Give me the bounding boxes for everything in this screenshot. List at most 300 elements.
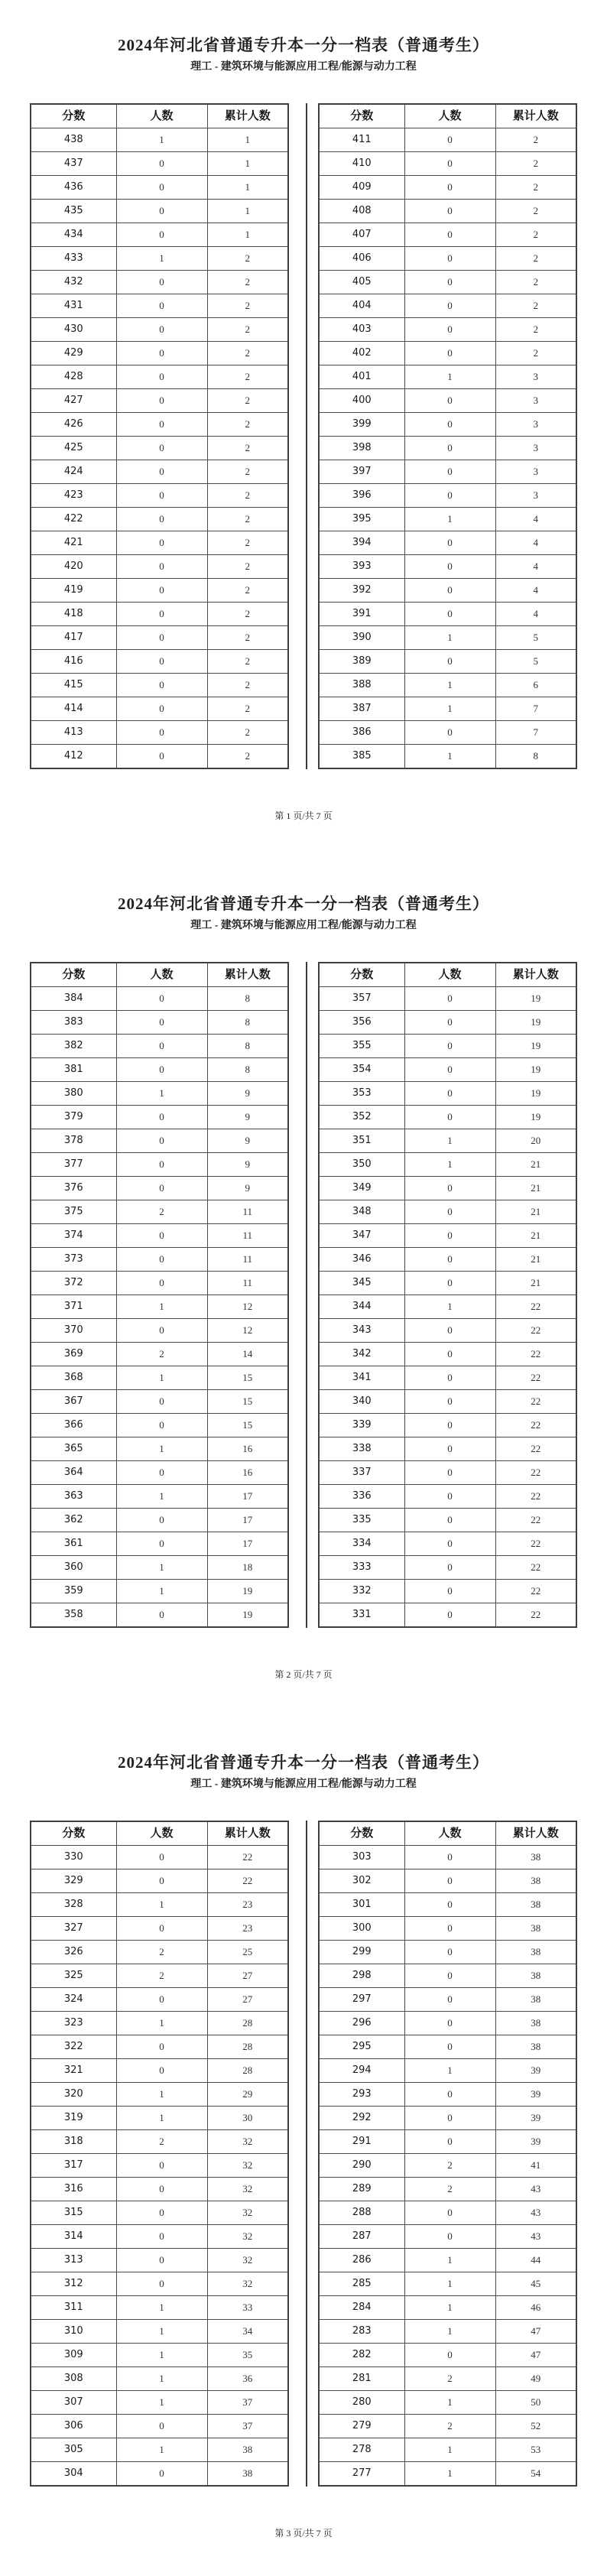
- table-row: [319, 1509, 576, 1532]
- count-cell: 0: [116, 2035, 207, 2059]
- score-cell: 426: [31, 413, 116, 437]
- cumulative-count-cell: 39: [495, 2130, 576, 2154]
- cumulative-count-cell: 2: [207, 626, 288, 650]
- cumulative-count-cell: 3: [495, 460, 576, 484]
- count-cell: 0: [116, 1917, 207, 1941]
- count-cell: 2: [116, 2130, 207, 2154]
- count-cell: 0: [116, 200, 207, 223]
- count-cell: 1: [116, 1437, 207, 1461]
- count-cell: 0: [404, 1011, 495, 1035]
- table-row: [31, 1177, 288, 1200]
- cumulative-count-cell: 19: [495, 1106, 576, 1129]
- count-cell: 0: [116, 176, 207, 200]
- cumulative-count-cell: 7: [495, 721, 576, 745]
- table-row: [31, 1869, 288, 1893]
- score-cell: 331: [319, 1603, 404, 1628]
- cumulative-count-cell: 15: [207, 1414, 288, 1437]
- cumulative-count-cell: 22: [495, 1295, 576, 1319]
- score-cell: 314: [31, 2225, 116, 2249]
- score-cell: 371: [31, 1295, 116, 1319]
- score-cell: 428: [31, 365, 116, 389]
- cumulative-count-cell: 32: [207, 2201, 288, 2225]
- count-cell: 0: [404, 318, 495, 342]
- count-cell: 0: [404, 579, 495, 603]
- score-cell: 296: [319, 2012, 404, 2035]
- table-row: [31, 1295, 288, 1319]
- table-row: [319, 389, 576, 413]
- cumulative-count-cell: 22: [495, 1603, 576, 1628]
- score-cell: 431: [31, 294, 116, 318]
- column-header: 累计人数: [495, 104, 576, 128]
- table-row: [31, 2035, 288, 2059]
- score-cell: 336: [319, 1485, 404, 1509]
- cumulative-count-cell: 8: [207, 1035, 288, 1058]
- score-cell: 294: [319, 2059, 404, 2083]
- cumulative-count-cell: 2: [207, 674, 288, 697]
- table-row: [319, 2320, 576, 2344]
- cumulative-count-cell: 3: [495, 389, 576, 413]
- table-row: [319, 2462, 576, 2487]
- table-row: [319, 2249, 576, 2272]
- score-cell: 361: [31, 1532, 116, 1556]
- table-row: [319, 460, 576, 484]
- table-row: [319, 2391, 576, 2415]
- cumulative-count-cell: 27: [207, 1988, 288, 2012]
- page-title: 2024年河北省普通专升本一分一档表（普通考生）: [118, 895, 489, 913]
- score-cell: 400: [319, 389, 404, 413]
- score-cell: 284: [319, 2296, 404, 2320]
- cumulative-count-cell: 1: [207, 152, 288, 176]
- cumulative-count-cell: 8: [495, 745, 576, 769]
- table-row: [31, 2272, 288, 2296]
- cumulative-count-cell: 7: [495, 697, 576, 721]
- table-row: [319, 1153, 576, 1177]
- count-cell: 0: [116, 1224, 207, 1248]
- count-cell: 0: [116, 626, 207, 650]
- cumulative-count-cell: 23: [207, 1893, 288, 1917]
- count-cell: 0: [116, 1390, 207, 1414]
- table-row: [31, 128, 288, 152]
- table-row: [31, 1082, 288, 1106]
- score-cell: 385: [319, 745, 404, 769]
- table-row: [31, 1580, 288, 1603]
- score-cell: 286: [319, 2249, 404, 2272]
- cumulative-count-cell: 19: [495, 1082, 576, 1106]
- count-cell: 0: [404, 1437, 495, 1461]
- count-cell: 0: [404, 531, 495, 555]
- table-row: [31, 697, 288, 721]
- cumulative-count-cell: 9: [207, 1153, 288, 1177]
- cumulative-count-cell: 2: [207, 318, 288, 342]
- table-row: [31, 200, 288, 223]
- cumulative-count-cell: 2: [207, 603, 288, 626]
- score-cell: 373: [31, 1248, 116, 1272]
- score-cell: 339: [319, 1414, 404, 1437]
- cumulative-count-cell: 9: [207, 1082, 288, 1106]
- score-cell: 295: [319, 2035, 404, 2059]
- count-cell: 0: [116, 460, 207, 484]
- table-row: [31, 2201, 288, 2225]
- score-cell: 312: [31, 2272, 116, 2296]
- count-cell: 0: [116, 650, 207, 674]
- table-row: [31, 1917, 288, 1941]
- count-cell: 0: [116, 579, 207, 603]
- score-cell: 317: [31, 2154, 116, 2178]
- count-cell: 0: [404, 650, 495, 674]
- score-cell: 438: [31, 128, 116, 152]
- score-cell: 391: [319, 603, 404, 626]
- score-cell: 291: [319, 2130, 404, 2154]
- score-cell: 298: [319, 1964, 404, 1988]
- score-cell: 434: [31, 223, 116, 247]
- column-header: 累计人数: [207, 963, 288, 987]
- score-cell: 403: [319, 318, 404, 342]
- count-cell: 0: [404, 1224, 495, 1248]
- score-cell: 310: [31, 2320, 116, 2344]
- score-cell: 376: [31, 1177, 116, 1200]
- table-row: [31, 271, 288, 294]
- count-cell: 1: [116, 128, 207, 152]
- count-cell: 0: [404, 1580, 495, 1603]
- cumulative-count-cell: 22: [495, 1556, 576, 1580]
- count-cell: 0: [116, 365, 207, 389]
- count-cell: 0: [404, 1319, 495, 1343]
- count-cell: 1: [404, 626, 495, 650]
- count-cell: 0: [404, 460, 495, 484]
- table-row: [31, 2083, 288, 2107]
- table-row: [319, 508, 576, 531]
- score-cell: 424: [31, 460, 116, 484]
- count-cell: 0: [116, 389, 207, 413]
- score-table-right: [318, 103, 577, 769]
- count-cell: 0: [116, 1248, 207, 1272]
- page-number-footer: 第 3 页/共 7 页: [274, 2528, 333, 2539]
- count-cell: 0: [404, 342, 495, 365]
- cumulative-count-cell: 21: [495, 1200, 576, 1224]
- table-row: [319, 1129, 576, 1153]
- count-cell: 0: [404, 1964, 495, 1988]
- page-2: [0, 859, 607, 1717]
- count-cell: 0: [404, 2107, 495, 2130]
- score-cell: 347: [319, 1224, 404, 1248]
- table-row: [31, 1603, 288, 1628]
- cumulative-count-cell: 15: [207, 1390, 288, 1414]
- table-row: [31, 365, 288, 389]
- cumulative-count-cell: 37: [207, 2415, 288, 2438]
- score-cell: 398: [319, 437, 404, 460]
- score-cell: 344: [319, 1295, 404, 1319]
- cumulative-count-cell: 38: [207, 2462, 288, 2487]
- score-cell: 332: [319, 1580, 404, 1603]
- cumulative-count-cell: 38: [495, 1988, 576, 2012]
- score-cell: 372: [31, 1272, 116, 1295]
- table-row: [31, 1343, 288, 1366]
- table-row: [319, 1988, 576, 2012]
- cumulative-count-cell: 11: [207, 1224, 288, 1248]
- score-cell: 370: [31, 1319, 116, 1343]
- table-row: [31, 342, 288, 365]
- score-cell: 358: [31, 1603, 116, 1628]
- cumulative-count-cell: 32: [207, 2130, 288, 2154]
- count-cell: 0: [404, 721, 495, 745]
- cumulative-count-cell: 12: [207, 1295, 288, 1319]
- cumulative-count-cell: 22: [495, 1414, 576, 1437]
- table-row: [31, 721, 288, 745]
- table-row: [31, 1129, 288, 1153]
- cumulative-count-cell: 18: [207, 1556, 288, 1580]
- score-cell: 436: [31, 176, 116, 200]
- cumulative-count-cell: 2: [207, 389, 288, 413]
- count-cell: 0: [116, 1988, 207, 2012]
- count-cell: 0: [404, 1846, 495, 1869]
- table-row: [319, 1082, 576, 1106]
- score-cell: 297: [319, 1988, 404, 2012]
- cumulative-count-cell: 22: [495, 1366, 576, 1390]
- cumulative-count-cell: 44: [495, 2249, 576, 2272]
- count-cell: 1: [404, 1295, 495, 1319]
- count-cell: 0: [116, 1035, 207, 1058]
- count-cell: 0: [404, 1869, 495, 1893]
- table-row: [31, 745, 288, 769]
- cumulative-count-cell: 2: [207, 294, 288, 318]
- count-cell: 1: [116, 247, 207, 271]
- cumulative-count-cell: 28: [207, 2012, 288, 2035]
- score-cell: 311: [31, 2296, 116, 2320]
- cumulative-count-cell: 22: [495, 1319, 576, 1343]
- count-cell: 0: [116, 152, 207, 176]
- count-cell: 2: [116, 1964, 207, 1988]
- table-row: [31, 1941, 288, 1964]
- table-row: [319, 1272, 576, 1295]
- table-row: [31, 1058, 288, 1082]
- cumulative-count-cell: 39: [495, 2059, 576, 2083]
- score-cell: 303: [319, 1846, 404, 1869]
- score-cell: 302: [319, 1869, 404, 1893]
- score-cell: 340: [319, 1390, 404, 1414]
- page-number-footer: 第 1 页/共 7 页: [274, 810, 333, 821]
- count-cell: 0: [116, 2272, 207, 2296]
- cumulative-count-cell: 6: [495, 674, 576, 697]
- table-row: [31, 2391, 288, 2415]
- table-row: [319, 1414, 576, 1437]
- cumulative-count-cell: 4: [495, 555, 576, 579]
- cumulative-count-cell: 17: [207, 1532, 288, 1556]
- column-header: 人数: [116, 104, 207, 128]
- table-row: [31, 2438, 288, 2462]
- score-cell: 418: [31, 603, 116, 626]
- score-cell: 355: [319, 1035, 404, 1058]
- cumulative-count-cell: 27: [207, 1964, 288, 1988]
- count-cell: 0: [404, 294, 495, 318]
- table-row: [319, 1603, 576, 1628]
- count-cell: 0: [404, 987, 495, 1011]
- count-cell: 0: [404, 1893, 495, 1917]
- cumulative-count-cell: 2: [207, 365, 288, 389]
- score-cell: 362: [31, 1509, 116, 1532]
- score-cell: 349: [319, 1177, 404, 1200]
- column-header: 人数: [116, 1821, 207, 1846]
- score-cell: 393: [319, 555, 404, 579]
- table-row: [319, 1224, 576, 1248]
- vertical-divider: [306, 1821, 307, 2487]
- score-cell: 304: [31, 2462, 116, 2487]
- count-cell: 0: [404, 2083, 495, 2107]
- score-cell: 285: [319, 2272, 404, 2296]
- page-subtitle: 理工 - 建筑环境与能源应用工程/能源与动力工程: [190, 920, 417, 931]
- score-cell: 415: [31, 674, 116, 697]
- cumulative-count-cell: 46: [495, 2296, 576, 2320]
- score-cell: 408: [319, 200, 404, 223]
- table-row: [31, 2462, 288, 2487]
- cumulative-count-cell: 38: [495, 1869, 576, 1893]
- score-cell: 409: [319, 176, 404, 200]
- table-row: [31, 2178, 288, 2201]
- score-cell: 402: [319, 342, 404, 365]
- table-row: [319, 1941, 576, 1964]
- table-row: [31, 1319, 288, 1343]
- header-row: [31, 1821, 288, 1846]
- table-row: [319, 1106, 576, 1129]
- count-cell: 1: [116, 2012, 207, 2035]
- table-row: [319, 128, 576, 152]
- score-cell: 414: [31, 697, 116, 721]
- table-row: [319, 223, 576, 247]
- cumulative-count-cell: 2: [495, 294, 576, 318]
- cumulative-count-cell: 11: [207, 1272, 288, 1295]
- count-cell: 0: [116, 508, 207, 531]
- score-cell: 320: [31, 2083, 116, 2107]
- cumulative-count-cell: 38: [495, 1846, 576, 1869]
- score-cell: 404: [319, 294, 404, 318]
- score-cell: 411: [319, 128, 404, 152]
- table-row: [319, 603, 576, 626]
- table-row: [319, 2438, 576, 2462]
- count-cell: 0: [404, 413, 495, 437]
- cumulative-count-cell: 34: [207, 2320, 288, 2344]
- count-cell: 0: [116, 745, 207, 769]
- count-cell: 1: [404, 674, 495, 697]
- count-cell: 0: [404, 484, 495, 508]
- score-cell: 425: [31, 437, 116, 460]
- tables-container: [0, 103, 607, 769]
- count-cell: 0: [404, 1414, 495, 1437]
- count-cell: 0: [116, 2225, 207, 2249]
- cumulative-count-cell: 4: [495, 531, 576, 555]
- count-cell: 1: [116, 1893, 207, 1917]
- score-cell: 420: [31, 555, 116, 579]
- count-cell: 1: [404, 2462, 495, 2487]
- cumulative-count-cell: 2: [207, 721, 288, 745]
- table-row: [31, 1366, 288, 1390]
- count-cell: 0: [116, 674, 207, 697]
- score-cell: 378: [31, 1129, 116, 1153]
- table-row: [319, 2296, 576, 2320]
- cumulative-count-cell: 8: [207, 1011, 288, 1035]
- page-3: [0, 1717, 607, 2576]
- count-cell: 0: [404, 1941, 495, 1964]
- cumulative-count-cell: 38: [495, 2035, 576, 2059]
- cumulative-count-cell: 32: [207, 2225, 288, 2249]
- column-header: 累计人数: [207, 104, 288, 128]
- count-cell: 0: [404, 1366, 495, 1390]
- score-cell: 392: [319, 579, 404, 603]
- cumulative-count-cell: 47: [495, 2344, 576, 2367]
- table-row: [31, 579, 288, 603]
- cumulative-count-cell: 21: [495, 1248, 576, 1272]
- header-row: [319, 963, 576, 987]
- cumulative-count-cell: 2: [207, 579, 288, 603]
- score-cell: 367: [31, 1390, 116, 1414]
- cumulative-count-cell: 4: [495, 603, 576, 626]
- cumulative-count-cell: 38: [495, 2012, 576, 2035]
- table-row: [31, 389, 288, 413]
- cumulative-count-cell: 2: [495, 271, 576, 294]
- column-header: 人数: [404, 963, 495, 987]
- page-title: 2024年河北省普通专升本一分一档表（普通考生）: [118, 36, 489, 54]
- cumulative-count-cell: 3: [495, 484, 576, 508]
- cumulative-count-cell: 21: [495, 1177, 576, 1200]
- count-cell: 1: [116, 2438, 207, 2462]
- cumulative-count-cell: 19: [207, 1580, 288, 1603]
- count-cell: 1: [404, 2438, 495, 2462]
- cumulative-count-cell: 2: [207, 460, 288, 484]
- score-cell: 432: [31, 271, 116, 294]
- count-cell: 0: [116, 294, 207, 318]
- cumulative-count-cell: 22: [207, 1846, 288, 1869]
- count-cell: 0: [404, 1248, 495, 1272]
- count-cell: 0: [116, 2059, 207, 2083]
- count-cell: 0: [116, 2249, 207, 2272]
- cumulative-count-cell: 38: [495, 1893, 576, 1917]
- cumulative-count-cell: 4: [495, 508, 576, 531]
- score-cell: 364: [31, 1461, 116, 1485]
- column-header: 累计人数: [495, 963, 576, 987]
- cumulative-count-cell: 38: [495, 1941, 576, 1964]
- cumulative-count-cell: 2: [207, 484, 288, 508]
- count-cell: 0: [404, 2012, 495, 2035]
- table-row: [31, 555, 288, 579]
- count-cell: 0: [404, 223, 495, 247]
- cumulative-count-cell: 35: [207, 2344, 288, 2367]
- count-cell: 0: [116, 2178, 207, 2201]
- table-row: [319, 342, 576, 365]
- table-row: [31, 1461, 288, 1485]
- score-cell: 350: [319, 1153, 404, 1177]
- count-cell: 0: [116, 531, 207, 555]
- table-row: [31, 1106, 288, 1129]
- count-cell: 0: [404, 2035, 495, 2059]
- score-cell: 288: [319, 2201, 404, 2225]
- cumulative-count-cell: 3: [495, 413, 576, 437]
- table-row: [319, 531, 576, 555]
- score-cell: 384: [31, 987, 116, 1011]
- table-row: [319, 1580, 576, 1603]
- table-row: [319, 1893, 576, 1917]
- score-cell: 416: [31, 650, 116, 674]
- score-cell: 381: [31, 1058, 116, 1082]
- count-cell: 1: [404, 2272, 495, 2296]
- cumulative-count-cell: 53: [495, 2438, 576, 2462]
- cumulative-count-cell: 43: [495, 2225, 576, 2249]
- score-cell: 374: [31, 1224, 116, 1248]
- count-cell: 0: [116, 271, 207, 294]
- cumulative-count-cell: 20: [495, 1129, 576, 1153]
- table-row: [31, 650, 288, 674]
- score-cell: 325: [31, 1964, 116, 1988]
- count-cell: 0: [404, 1461, 495, 1485]
- cumulative-count-cell: 9: [207, 1129, 288, 1153]
- cumulative-count-cell: 3: [495, 437, 576, 460]
